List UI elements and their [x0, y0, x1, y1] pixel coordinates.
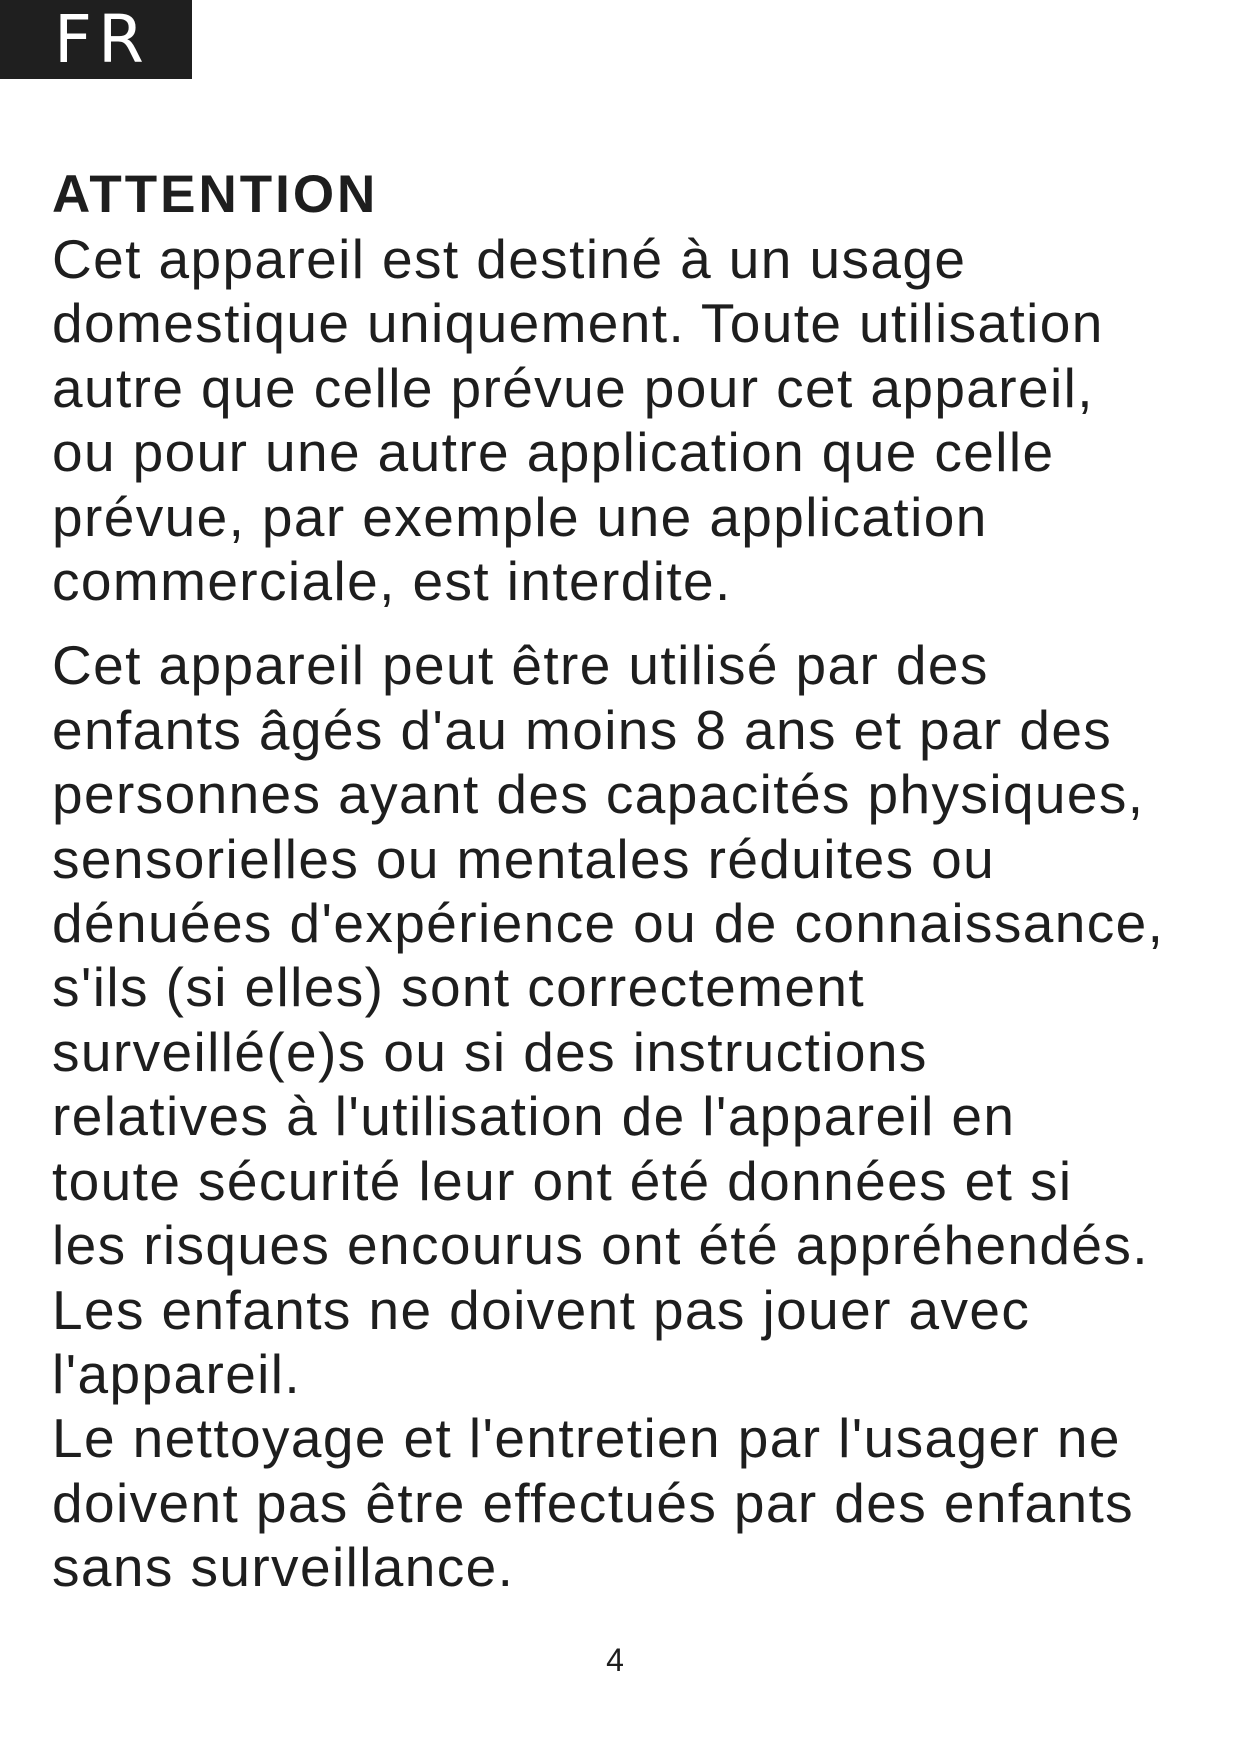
- text-line: Les enfants ne doivent pas jouer avec: [52, 1278, 1031, 1341]
- language-tab: [0, 0, 192, 79]
- text-line: l'appareil.: [52, 1342, 302, 1405]
- text-line: Le nettoyage et l'entretien par l'usager ne: [52, 1407, 1121, 1470]
- text-line: Cet appareil est destiné à un usage: [52, 228, 967, 290]
- text-line: s'ils (si elles) sont correctement: [52, 956, 866, 1019]
- page-number: 4: [606, 1642, 624, 1678]
- text-line: personnes ayant des capacités physiques,: [52, 763, 1145, 826]
- text-line: autre que celle prévue pour cet appareil,: [52, 356, 1094, 419]
- text-line: toute sécurité leur ont été données et si: [52, 1149, 1073, 1212]
- usage-paragraph: [52, 227, 1232, 613]
- text-line: les risques encourus ont été appréhendés.: [52, 1214, 1149, 1277]
- text-line: ou pour une autre application que celle: [52, 421, 1055, 484]
- text-line: commerciale, est interdite.: [52, 550, 732, 613]
- text-line: surveillé(e)s ou si des instructions: [52, 1020, 928, 1083]
- text-line: dénuées d'expérience ou de connaissance,: [52, 892, 1165, 955]
- language-label: FR: [54, 1, 150, 78]
- text-line: sans surveillance.: [52, 1536, 515, 1599]
- text-line: domestique uniquement. Toute utilisation: [52, 292, 1104, 355]
- text-line: enfants âgés d'au moins 8 ans et par des: [52, 698, 1113, 761]
- text-line: prévue, par exemple une application: [52, 485, 988, 548]
- warning-heading: ATTENTION: [52, 165, 379, 224]
- text-line: doivent pas être effectués par des enfants: [52, 1471, 1135, 1534]
- text-line: relatives à l'utilisation de l'appareil en: [52, 1085, 1016, 1148]
- warning-section: [52, 163, 1232, 1600]
- safety-paragraph: [52, 633, 1232, 1599]
- text-line: Cet appareil peut être utilisé par des: [52, 634, 989, 697]
- text-line: sensorielles ou mentales réduites ou: [52, 827, 996, 890]
